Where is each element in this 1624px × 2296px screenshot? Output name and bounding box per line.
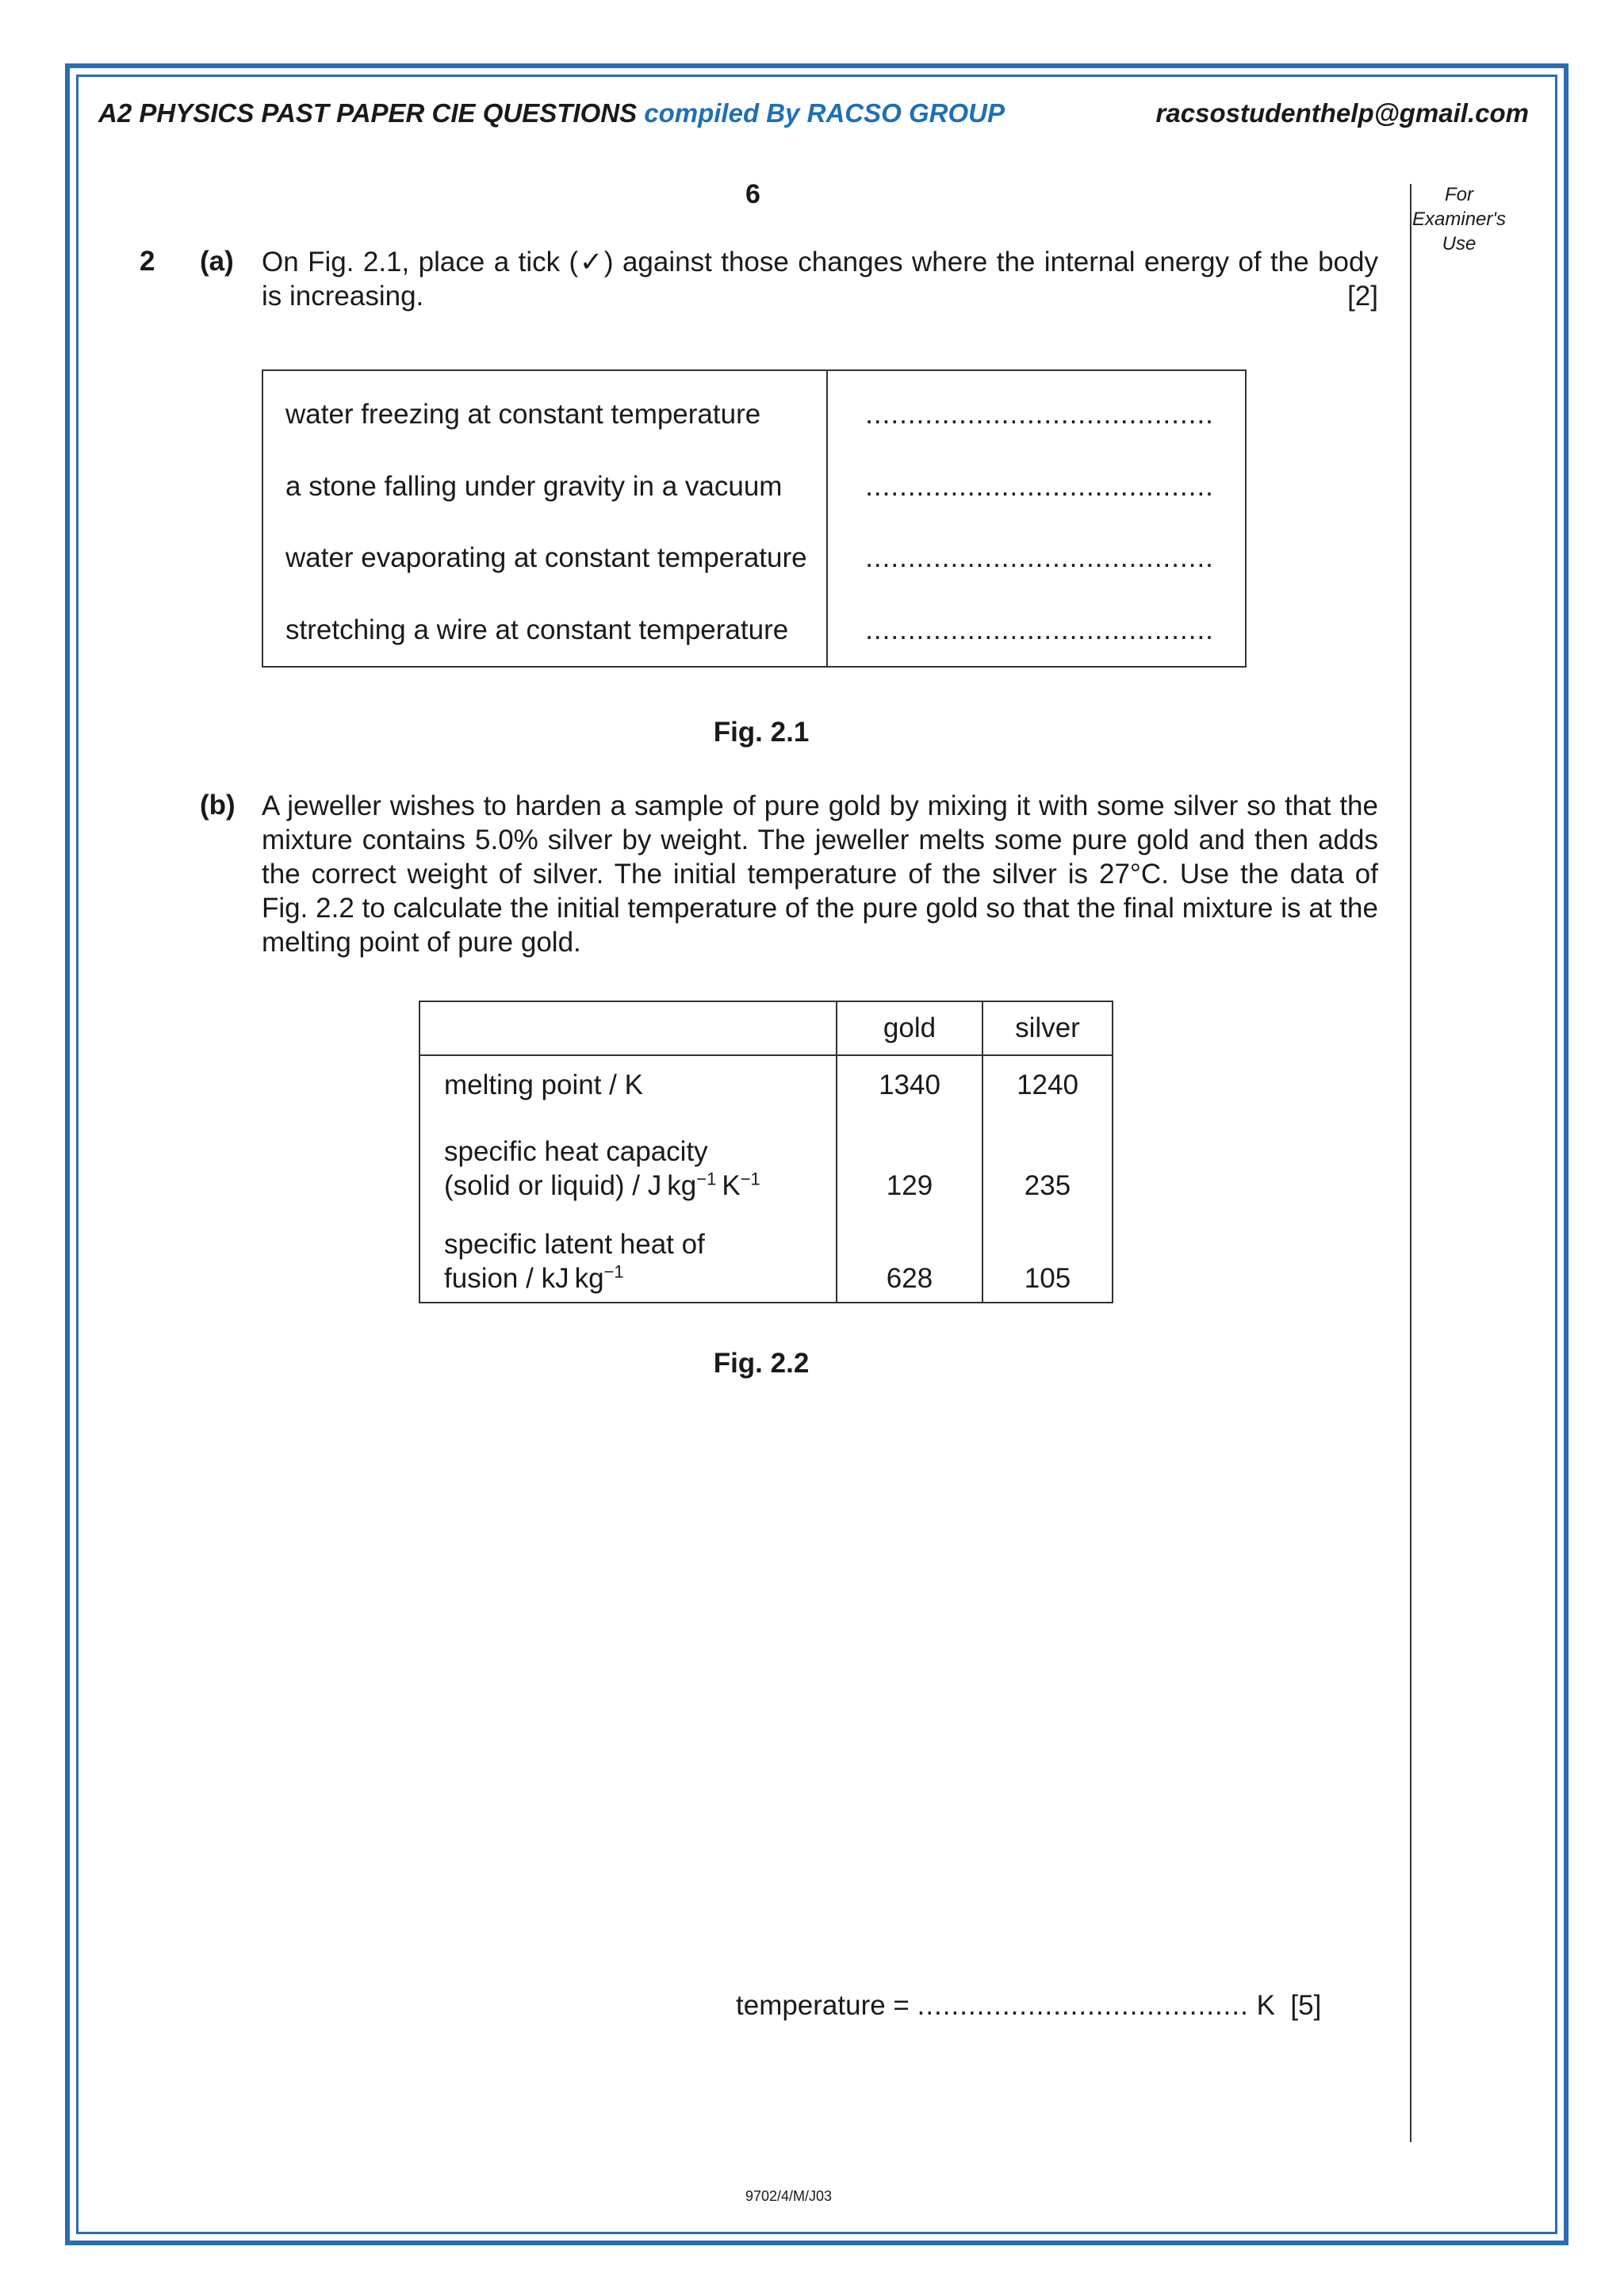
gold-value: 628: [837, 1206, 982, 1303]
label-line: [444, 1261, 836, 1295]
exponent: −1: [603, 1261, 624, 1282]
part-b-label: (b): [200, 790, 236, 821]
exponent: −1: [740, 1169, 760, 1189]
examiner-note-line: For: [1445, 184, 1473, 205]
part-b-marks: [5]: [1290, 1990, 1322, 2021]
table-row: [262, 522, 1246, 594]
fig-2-1-table: [262, 369, 1247, 668]
tick-answer-field[interactable]: .........................................: [827, 595, 1246, 667]
examiner-note-line: Examiner's: [1412, 209, 1506, 230]
table-row: [419, 1055, 1113, 1113]
change-cell: water freezing at constant temperature: [285, 399, 761, 430]
table-header-cell: gold: [837, 1001, 982, 1055]
header-title: [98, 98, 1005, 128]
part-a-label: (a): [200, 246, 234, 277]
answer-unit: K: [1256, 1990, 1275, 2021]
change-cell: stretching a wire at constant temperature: [285, 614, 789, 645]
unit-k: K: [722, 1170, 741, 1201]
tick-answer-field[interactable]: .........................................: [827, 522, 1246, 594]
tick-answer-field[interactable]: .........................................: [827, 370, 1246, 451]
header-title-main: A2 PHYSICS PAST PAPER CIE QUESTIONS: [98, 98, 638, 128]
property-label: [419, 1113, 837, 1206]
table-header-row: [419, 1001, 1113, 1055]
table-row: [419, 1206, 1113, 1303]
silver-value: 235: [982, 1113, 1113, 1206]
property-label: [419, 1206, 837, 1303]
fig-2-2-caption: Fig. 2.2: [713, 1348, 810, 1379]
label-text: fusion / kJ kg: [444, 1263, 604, 1294]
page-header: [98, 98, 1529, 133]
fig-2-1-caption: Fig. 2.1: [713, 717, 810, 748]
examiner-use-note: [1411, 182, 1507, 256]
label-line: [444, 1169, 836, 1203]
examiner-note-line: Use: [1442, 233, 1477, 254]
header-title-accent: compiled By RACSO GROUP: [644, 98, 1005, 128]
silver-value: 105: [982, 1206, 1113, 1303]
examiner-margin-line: [1410, 184, 1411, 2142]
label-text: (solid or liquid) / J kg: [444, 1170, 697, 1201]
temperature-answer-field[interactable]: .......................................: [917, 1990, 1249, 2021]
part-a-marks: [2]: [1347, 281, 1378, 312]
gold-value: 1340: [837, 1055, 982, 1113]
footer-paper-code: 9702/4/M/J03: [745, 2188, 833, 2204]
silver-value: 1240: [982, 1055, 1113, 1113]
label-line: specific latent heat of: [444, 1229, 705, 1260]
question-number: 2: [140, 246, 155, 277]
table-header-cell: silver: [982, 1001, 1113, 1055]
table-row: [262, 370, 1246, 451]
change-cell: water evaporating at constant temperature: [285, 542, 807, 574]
table-header-cell: [419, 1001, 837, 1055]
part-a-text: [262, 245, 1378, 313]
gold-value: 129: [837, 1113, 982, 1206]
part-a-question: On Fig. 2.1, place a tick (✓) against those changes where the internal energy of the body is increasing.: [262, 247, 1378, 312]
table-row: [262, 451, 1246, 522]
label-line: specific heat capacity: [444, 1136, 708, 1167]
change-cell: a stone falling under gravity in a vacuum: [285, 471, 783, 503]
table-row: [262, 595, 1246, 667]
table-row: [419, 1113, 1113, 1206]
page-number: 6: [745, 179, 760, 209]
answer-line: [736, 1990, 1378, 2022]
exponent: −1: [696, 1169, 717, 1189]
tick-answer-field[interactable]: .........................................: [827, 451, 1246, 522]
header-email: racsostudenthelp@gmail.com: [1155, 98, 1529, 128]
fig-2-2-table: [419, 1001, 1113, 1303]
property-label: melting point / K: [444, 1069, 643, 1100]
part-b-text: A jeweller wishes to harden a sample of pure gold by mixing it with some silver so that the mixture contains 5.0% silver by weight. The jeweller melts some pure gold and then adds the correct weight of silver. The initial temperature of the silver is 27°C. Use the data of Fig. 2.2 to calculate the initial temperature of the pure gold so that the final mixture is at the melting point of pure gold.: [262, 790, 1378, 958]
answer-label: temperature =: [736, 1990, 910, 2021]
